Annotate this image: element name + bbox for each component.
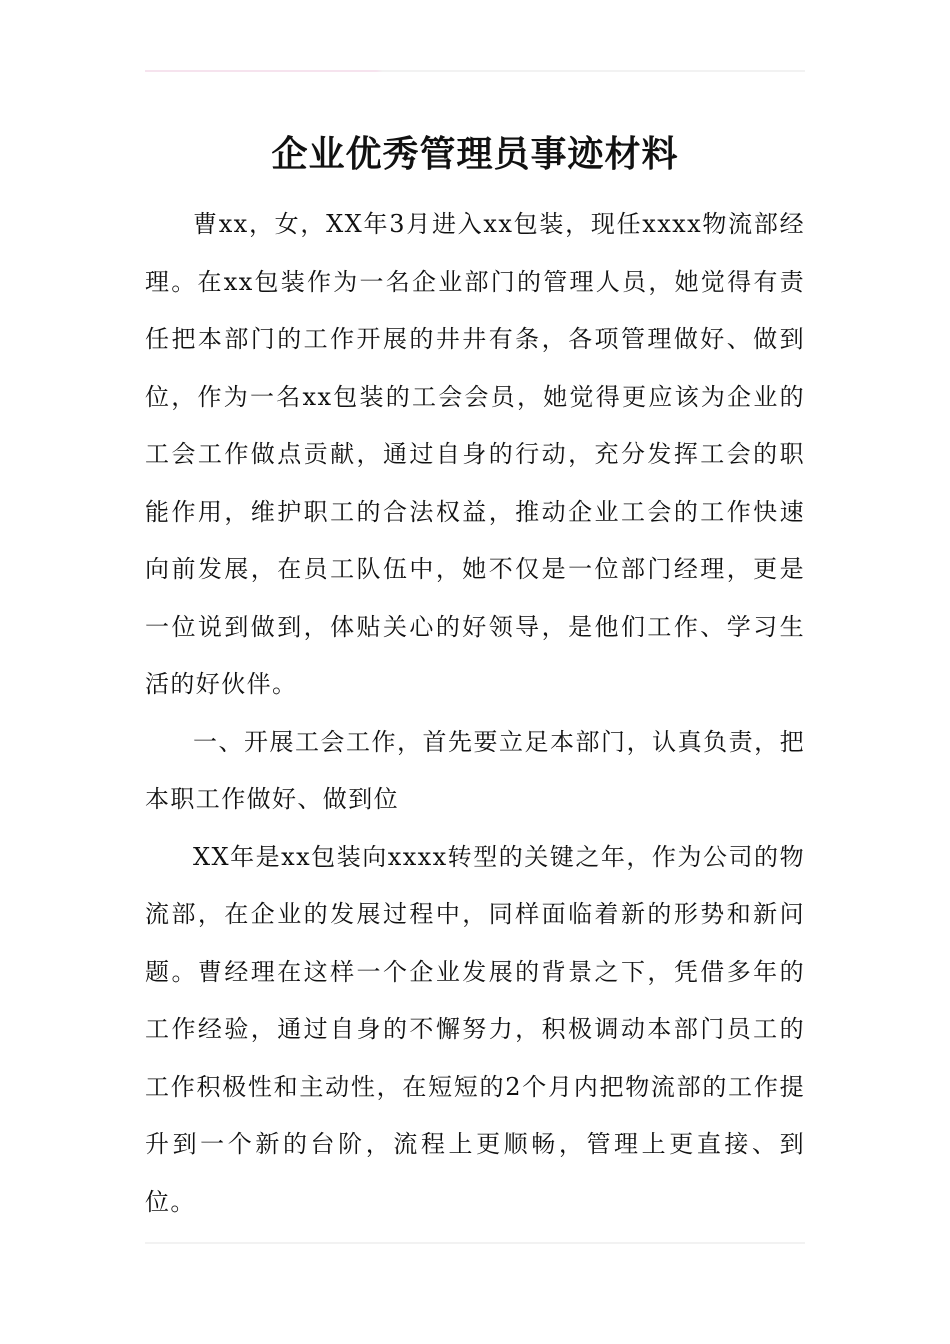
document-title: 企业优秀管理员事迹材料 (271, 133, 679, 175)
paragraph-transformation: XX年是xx包装向xxxx转型的关键之年，作为公司的物流部，在企业的发展过程中，同样面临着新的形势和新问题。曹经理在这样一个企业发展的背景之下，凭借多年的工作经验，通过自身的不懈努力，积极调动本部门员工的工作积极性和主动性，在短短的2个月内把物流部的工作提升到一个新的台阶，流程上更顺畅，管理上更直接、到位。 (145, 842, 805, 1216)
header-rule (145, 70, 805, 72)
paragraph-section-heading: 一、开展工会工作，首先要立足本部门，认真负责，把本职工作做好、做到位 (145, 727, 805, 813)
document-body (145, 196, 805, 1231)
paragraph-intro: 曹xx，女，XX年3月进入xx包装，现任xxxx物流部经理。在xx包装作为一名企业部门的管理人员，她觉得有责任把本部门的工作开展的井井有条，各项管理做好、做到位，作为一名xx包装的工会会员，她觉得更应该为企业的工会工作做点贡献，通过自身的行动，充分发挥工会的职能作用，维护职工的合法权益，推动企业工会的工作快速向前发展，在员工队伍中，她不仅是一位部门经理，更是一位说到做到，体贴关心的好领导，是他们工作、学习生活的好伙伴。 (145, 210, 805, 698)
footer-rule (145, 1242, 805, 1244)
